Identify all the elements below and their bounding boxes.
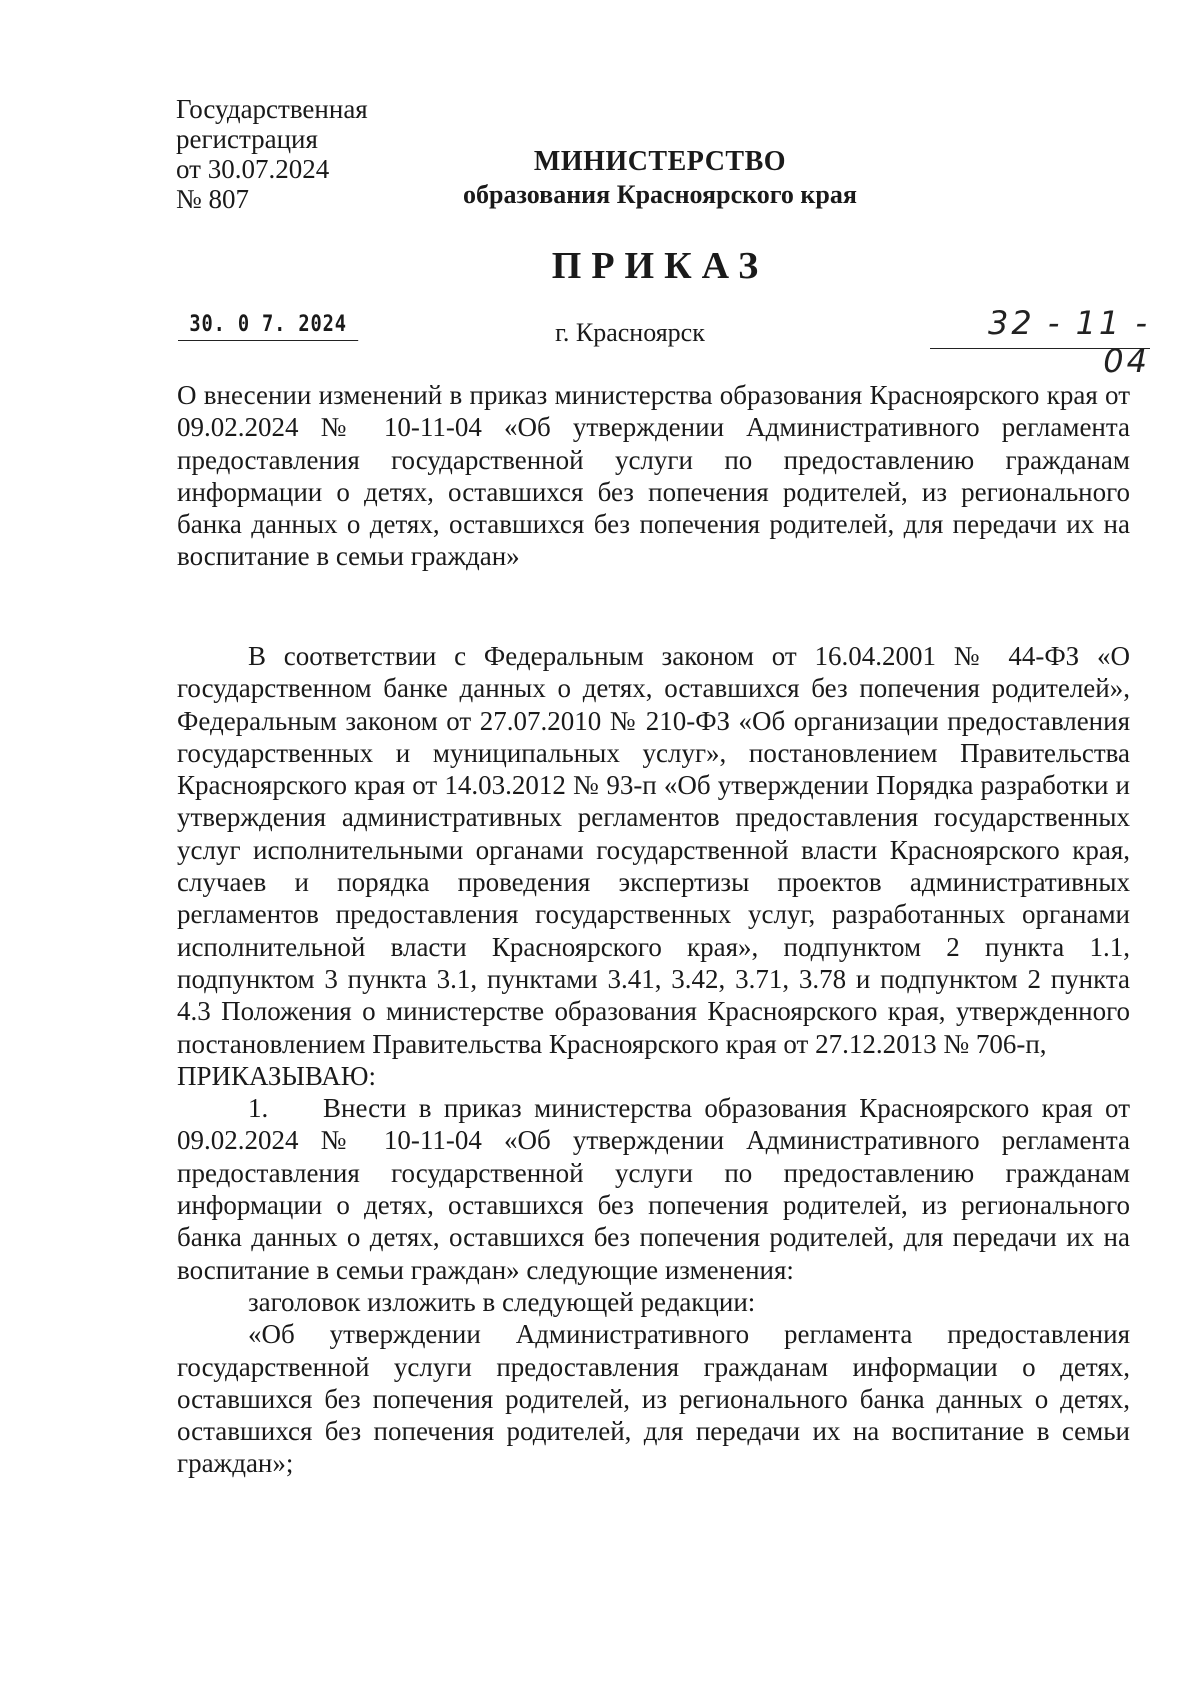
order-body [177, 640, 1130, 1480]
ministry-subtitle: образования Красноярского края [463, 180, 857, 209]
order-date: 30. 0 7. 2024 [178, 312, 358, 341]
new-title-paragraph: «Об утверждении Административного регламента предоставления государственной услуги предоставления гражданам информации о детях, оставшихся без попечения родителей, из регионального банка данных о детях, оставшихся без попечения родителей, для передачи их на воспитание в семьи граждан»; [177, 1319, 1130, 1479]
order-number: 32 - 11 - 04 [987, 304, 1150, 380]
document-type-heading: ПРИКАЗ [551, 245, 769, 287]
order-city: г. Красноярск [555, 318, 705, 347]
order-number-underline [930, 348, 1150, 349]
item-1-text: Внести в приказ министерства образования Красноярского края от 09.02.2024 № 10-11-04 «Об утверждении Административного регламента предоставления государственной услуги по предоставлению гражданам информации о детях, оставшихся без попечения родителей, из регионального банка данных о детях, оставшихся без попечения родителей, для передачи их на воспитание в семьи граждан» следующие изменения: [177, 1093, 1130, 1285]
order-word: ПРИКАЗЫВАЮ: [177, 1060, 376, 1091]
registration-line-3: от 30.07.2024 [176, 154, 330, 184]
item-1-number: 1. [248, 1093, 269, 1124]
title-change-paragraph: заголовок изложить в следующей редакции: [248, 1286, 756, 1317]
registration-line-2: регистрация [176, 124, 318, 154]
registration-line-1: Государственная [176, 94, 368, 124]
ministry-title: МИНИСТЕРСТВО [533, 146, 787, 177]
preamble-paragraph: В соответствии с Федеральным законом от 16.04.2001 № 44-ФЗ «О государственном банке данных о детях, оставшихся без попечения родителей», Федеральным законом от 27.07.2010 № 210-ФЗ «Об организации предоставления государственных и муниципальных услуг», постановлением Правительства Красноярского края от 14.03.2012 № 93-п «Об утверждении Порядка разработки и утверждения административных регламентов предоставления государственных услуг исполнительными органами государственной власти Красноярского края, случаев и порядка проведения экспертизы проектов административных регламентов предоставления государственных услуг, разработанных органами исполнительной власти Красноярского края», подпунктом 2 пункта 1.1, подпунктом 3 пункта 3.1, пунктами 3.41, 3.42, 3.71, 3.78 и подпунктом 2 пункта 4.3 Положения о министерстве образования Красноярского края, утвержденного постановлением Правительства Красноярского края от 27.12.2013 № 706-п, [177, 641, 1130, 1059]
registration-line-4: № 807 [176, 184, 250, 214]
item-1-paragraph [177, 1092, 1130, 1286]
order-subject: О внесении изменений в приказ министерства образования Красноярского края от 09.02.2024 № 10-11-04 «Об утверждении Административного регламента предоставления государственной услуги по предоставлению гражданам информации о детях, оставшихся без попечения родителей, из регионального банка данных о детях, оставшихся без попечения родителей, для передачи их на воспитание в семьи граждан» [177, 380, 1130, 572]
